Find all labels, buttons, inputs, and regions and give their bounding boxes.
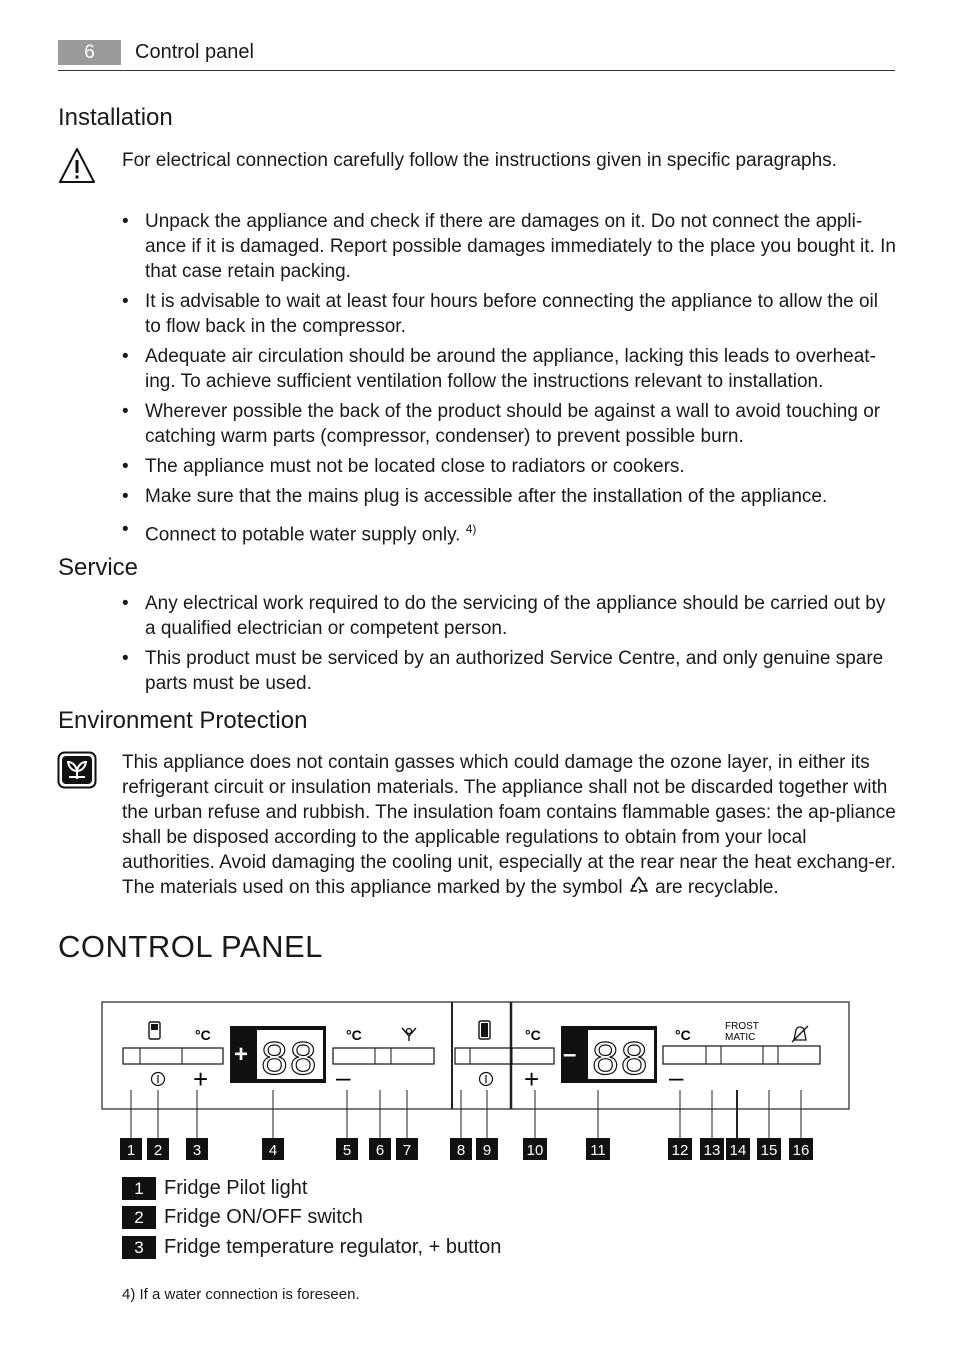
svg-text:5: 5: [342, 1142, 352, 1159]
list-item: • Connect to potable water supply only. $^{4)}$: [122, 519, 477, 546]
callout-12: [668, 1138, 692, 1160]
bullet-text: It is advisable to wait at least four hours before connecting the appliance to allow the oil to flow back in the compressor.: [145, 291, 878, 337]
display-plus-sign: +: [234, 1041, 249, 1068]
button-strip-left: [123, 1048, 223, 1064]
installation-heading: Installation: [58, 104, 173, 131]
callout-2: [147, 1138, 169, 1160]
svg-text:13: 13: [703, 1142, 721, 1159]
frostmatic-label: FROST: [725, 1021, 759, 1032]
bottle-icon: [402, 1028, 416, 1041]
bullet-text: The appliance must not be located close to radiators or cookers.: [145, 456, 685, 477]
callout-3: [186, 1138, 208, 1160]
legend-label: Fridge Pilot light: [164, 1177, 308, 1199]
display-right: [561, 1026, 657, 1089]
display-minus-sign: –: [563, 1041, 577, 1068]
callout-9: [476, 1138, 498, 1160]
legend-number: 2: [122, 1206, 156, 1229]
legend-label: Fridge temperature regulator, + button: [164, 1236, 502, 1258]
svg-text:2: 2: [153, 1142, 163, 1159]
degree-label: °C: [675, 1027, 691, 1043]
alarm-off-icon: [792, 1026, 808, 1042]
bullet-text: Make sure that the mains plug is accessible after the installation of the appliance.: [145, 486, 828, 507]
environment-text-end: are recyclable.: [655, 877, 779, 898]
degree-label: °C: [525, 1027, 541, 1043]
service-heading: Service: [58, 554, 139, 581]
legend-label: Fridge ON/OFF switch: [164, 1206, 363, 1228]
bullet-text: Any electrical work required to do the servicing of the appliance should be carried out by a qualified electrician or competent person.: [145, 593, 886, 639]
bullet-text: Wherever possible the back of the product should be against a wall to avoid touching or catching warm parts (compressor, condenser) to prevent possible burn.: [145, 401, 881, 447]
plus-sign: +: [193, 1064, 209, 1094]
callout-14: [726, 1138, 750, 1160]
display-digits: 88: [260, 1035, 318, 1089]
legend-number: 3: [122, 1236, 156, 1259]
fridge-icon: [149, 1022, 160, 1039]
footnote: 4) If a water connection is foreseen.: [122, 1286, 360, 1303]
list-item: • It is advisable to wait at least four hours before connecting the appliance to allow the oil to flow back in the compressor.: [122, 291, 878, 337]
display-digits: 88: [591, 1035, 649, 1089]
plus-sign: +: [524, 1064, 540, 1094]
svg-text:9: 9: [482, 1142, 492, 1159]
svg-text:7: 7: [402, 1142, 412, 1159]
environment-text: [122, 750, 897, 900]
list-item: • Unpack the appliance and check if there are damages on it. Do not connect the appli-ance if it is damaged. Report possible damages immediately to the place you bought it. In that case retain packing.: [122, 211, 896, 282]
svg-text:4: 4: [268, 1142, 278, 1159]
warning-text: For electrical connection carefully follow the instructions given in specific paragraphs.: [122, 150, 837, 171]
callout-5: [336, 1138, 358, 1160]
callout-4: [262, 1138, 284, 1160]
environment-text-main: This appliance does not contain gasses which could damage the ozone layer, in either its refrigerant circuit or insulation materials. The appliance shall not be discarded together with the urban refuse and rubbish. The insulation foam contains flammable gases: the ap-pliance shall be disposed according to the applicable regulations to obtain from your local authorities. Avoid damaging the cooling unit, especially at the rear near the heat exchang-er. The materials used on this appliance marked by the symbol: [122, 752, 896, 898]
power-icon: [480, 1073, 493, 1086]
callout-7: [396, 1138, 418, 1160]
svg-text:10: 10: [526, 1142, 544, 1159]
environment-plant-icon: [57, 751, 97, 789]
list-item: • Wherever possible the back of the product should be against a wall to avoid touching or catching warm parts (compressor, condenser) to prevent possible burn.: [122, 401, 881, 447]
button-strip-freezer-left: [455, 1048, 554, 1064]
svg-text:15: 15: [760, 1142, 778, 1159]
bullet-text: This product must be serviced by an authorized Service Centre, and only genuine spare parts must be used.: [145, 648, 884, 694]
list-item: • Adequate air circulation should be around the appliance, lacking this leads to overheat-ing. To achieve sufficient ventilation follow the instructions relevant to installation.: [122, 346, 876, 392]
freezer-icon: [479, 1021, 490, 1039]
svg-text:12: 12: [671, 1142, 689, 1159]
control-panel-diagram: [100, 1000, 852, 1170]
degree-label: °C: [195, 1027, 211, 1043]
warning-triangle-icon: [57, 146, 97, 186]
bullet-text: Connect to potable water supply only.: [145, 524, 461, 546]
legend-number: 1: [122, 1177, 156, 1200]
minus-sign: –: [336, 1062, 351, 1092]
list-item: • The appliance must not be located close to radiators or cookers.: [122, 456, 685, 477]
svg-text:1: 1: [126, 1142, 136, 1159]
svg-text:6: 6: [375, 1142, 385, 1159]
callout-16: [789, 1138, 813, 1160]
service-bullet-list: [122, 591, 897, 701]
callout-labels: [120, 1138, 813, 1160]
button-strip-right: [663, 1046, 820, 1064]
leader-lines: [131, 1090, 801, 1139]
recycle-icon: [628, 875, 650, 897]
list-item: • Make sure that the mains plug is accessible after the installation of the appliance.: [122, 486, 828, 507]
running-header: Control panel: [135, 41, 254, 63]
installation-bullet-list: [122, 209, 897, 552]
svg-text:3: 3: [192, 1142, 202, 1159]
list-item: • Any electrical work required to do the servicing of the appliance should be carried out by a qualified electrician or competent person.: [122, 593, 886, 639]
svg-text:14: 14: [729, 1142, 747, 1159]
svg-text:16: 16: [792, 1142, 810, 1159]
list-item: • This product must be serviced by an authorized Service Centre, and only genuine spare parts must be used.: [122, 648, 884, 694]
display-left: [230, 1026, 326, 1089]
callout-1: [120, 1138, 142, 1160]
callout-13: [700, 1138, 724, 1160]
bullet-text: Adequate air circulation should be around the appliance, lacking this leads to overheat-ing. To achieve sufficient ventilation follow the instructions relevant to installation.: [145, 346, 876, 392]
page-number: 6: [58, 40, 121, 65]
footnote-mark: 4): [465, 522, 477, 536]
callout-10: [523, 1138, 547, 1160]
power-icon: [152, 1073, 165, 1086]
callout-11: [586, 1138, 610, 1160]
degree-label: °C: [346, 1027, 362, 1043]
bullet-text: Unpack the appliance and check if there are damages on it. Do not connect the appli-ance if it is damaged. Report possible damages immediately to the place you bought it. In that case retain packing.: [145, 211, 896, 282]
callout-8: [450, 1138, 472, 1160]
svg-text:8: 8: [456, 1142, 466, 1159]
frostmatic-label: MATIC: [725, 1032, 756, 1043]
header-rule: [58, 70, 895, 71]
minus-sign: –: [669, 1062, 684, 1092]
svg-text:11: 11: [590, 1142, 606, 1159]
control-panel-heading: CONTROL PANEL: [58, 929, 323, 964]
environment-heading: Environment Protection: [58, 707, 308, 734]
callout-6: [369, 1138, 391, 1160]
callout-15: [757, 1138, 781, 1160]
